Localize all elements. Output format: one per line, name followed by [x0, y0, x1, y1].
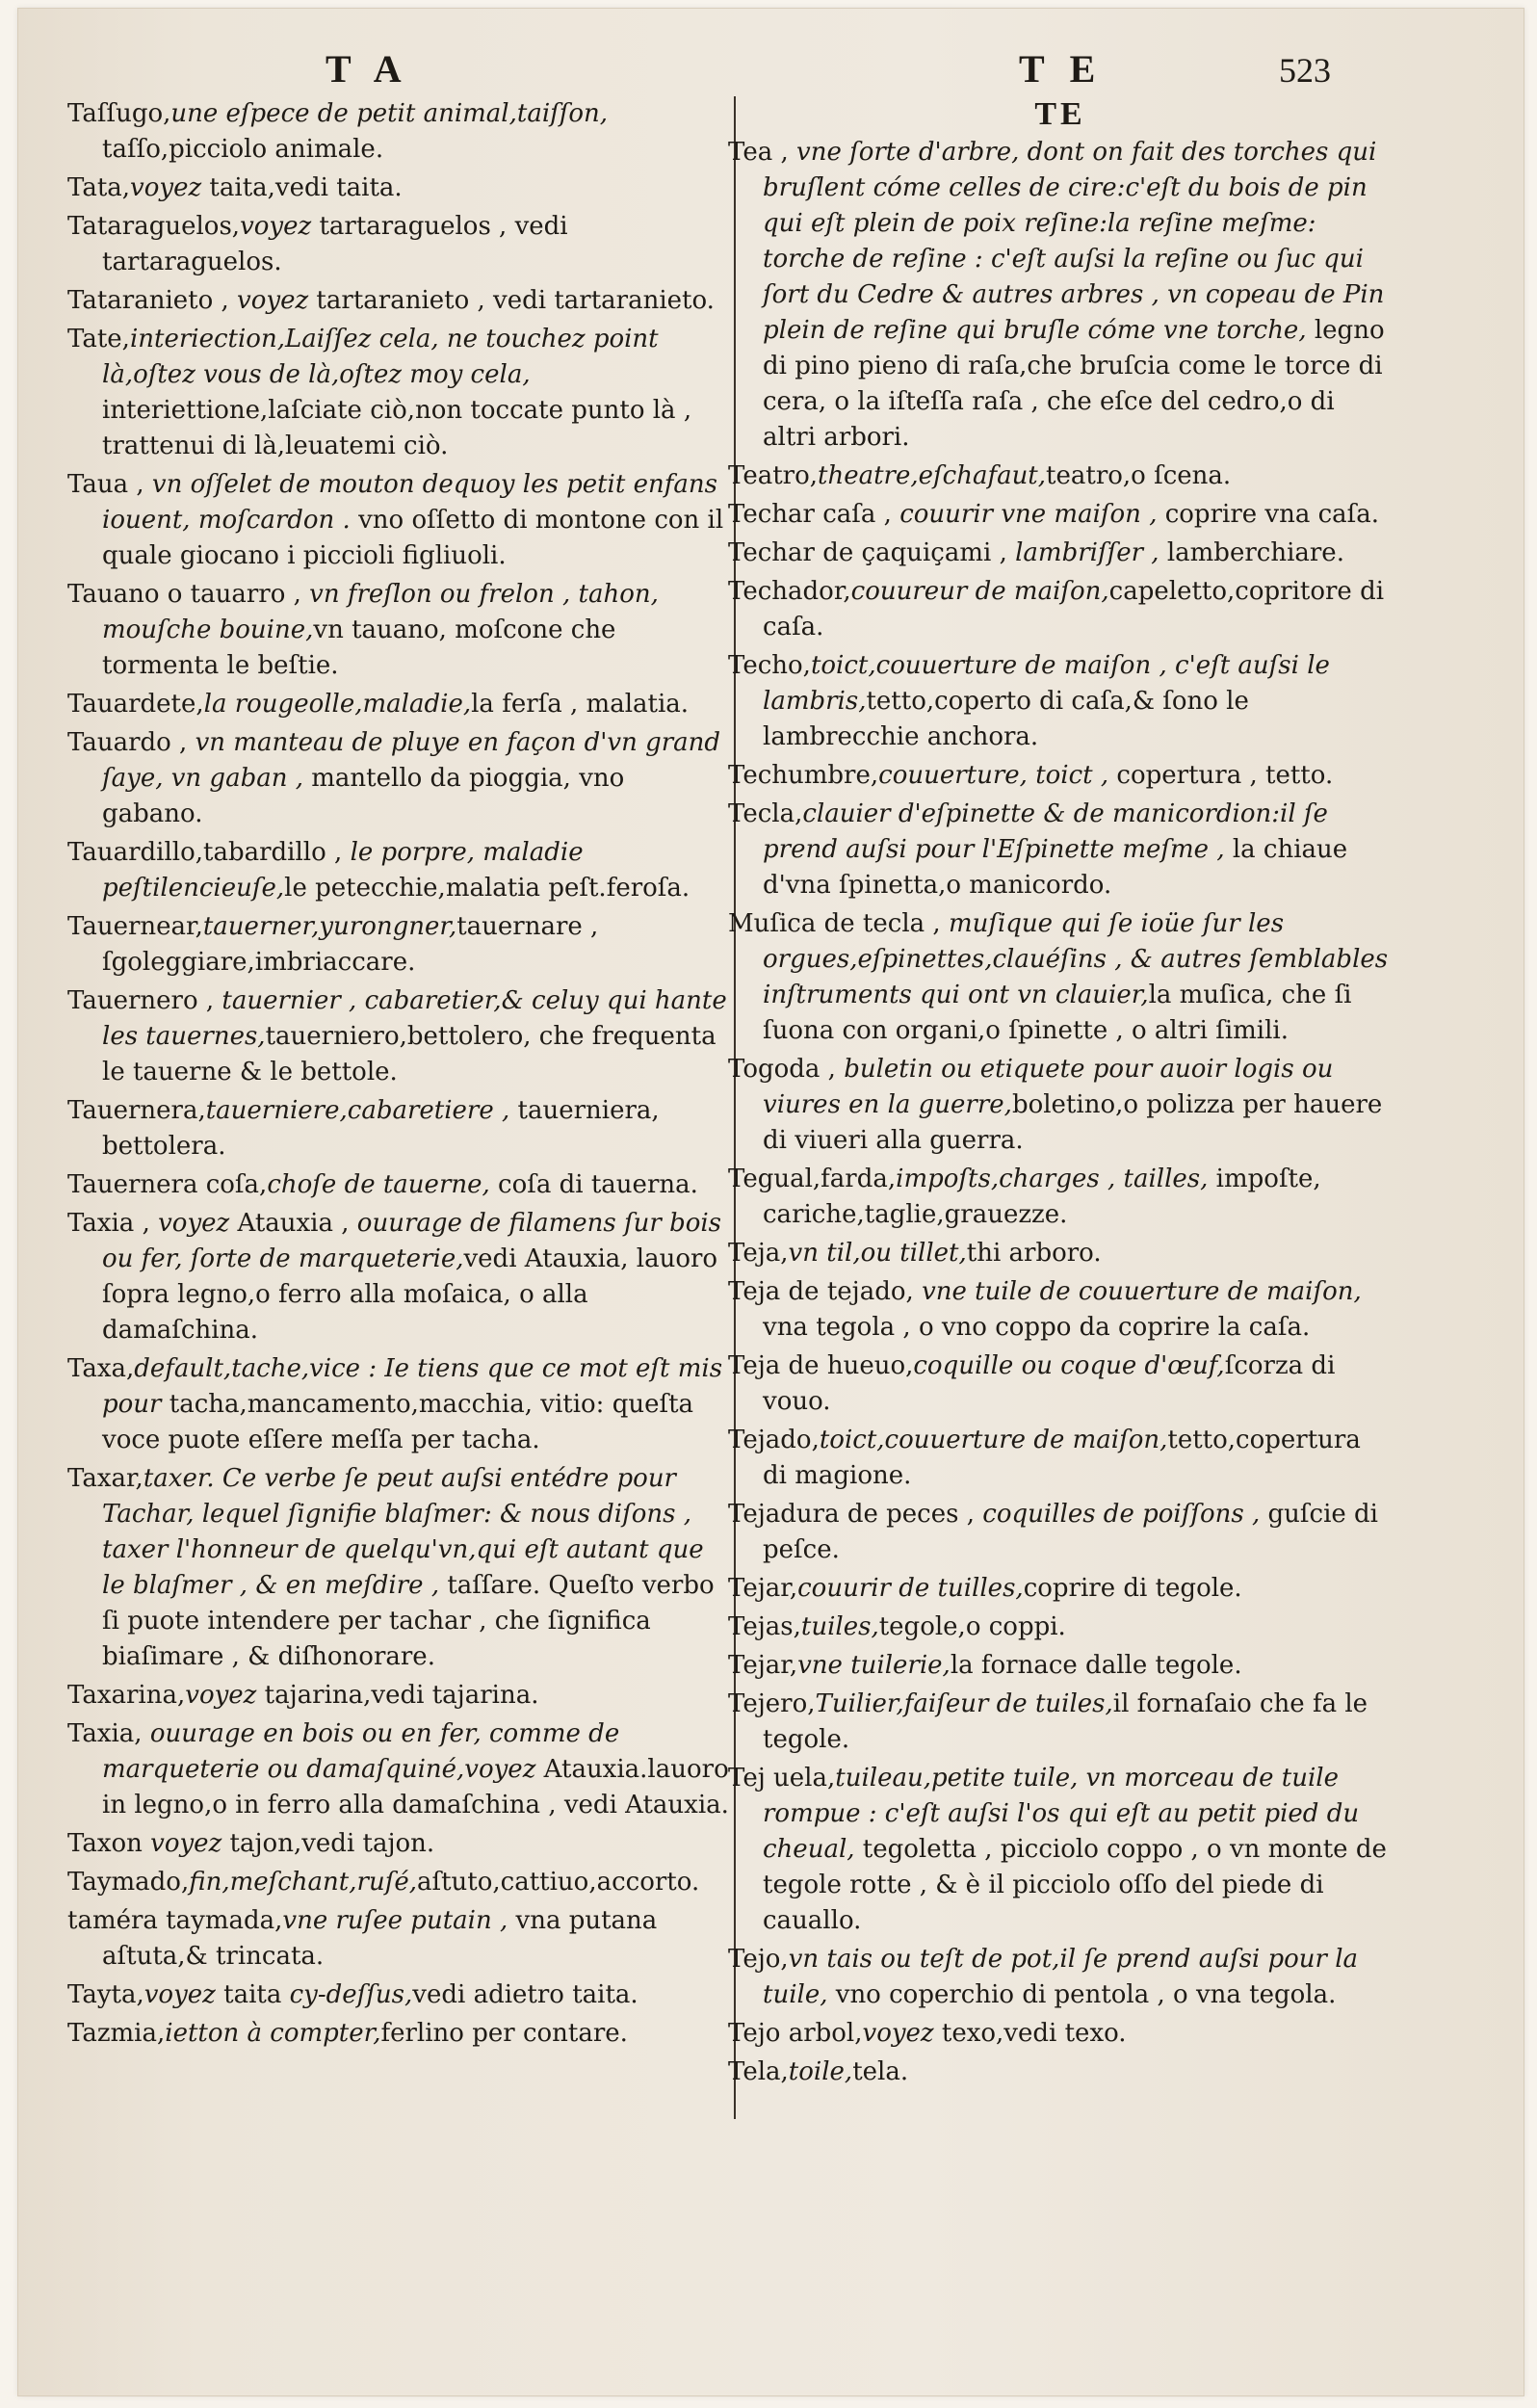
entry-headword: Tejar,	[728, 1574, 798, 1603]
italian-gloss: lamberchiare.	[1159, 538, 1344, 567]
italian-gloss: tauernare , ſgoleggiare,imbriaccare.	[102, 912, 599, 977]
french-gloss: interiection,Laiſſez cela, ne touchez point là,oſtez vous de là,oſtez moy cela,	[102, 325, 659, 389]
italian-gloss: la ferſa , malatia.	[471, 690, 690, 719]
entry-headword: Tate,	[67, 325, 130, 353]
french-gloss: toile,	[788, 2057, 853, 2086]
left-column-header: TA	[326, 47, 427, 91]
french-gloss: voyez	[185, 1681, 257, 1710]
dictionary-entry	[728, 1761, 1393, 1939]
entry-headword: Togoda ,	[728, 1055, 845, 1084]
dictionary-entry	[728, 574, 1393, 645]
entry-headword: Tejo,	[728, 1945, 789, 1974]
french-gloss: tauernier , cabaretier,& celuy qui hante les tauernes,	[102, 986, 727, 1051]
italian-gloss: il fornaſaio che fa le tegole.	[763, 1689, 1368, 1754]
italian-gloss: le petecchie,malatia peſt.feroſa.	[284, 874, 690, 903]
entry-headword: Tataraguelos,	[67, 212, 241, 241]
italian-gloss: ferlino per contare.	[380, 2019, 628, 2048]
french-gloss: vn oſſelet de mouton dequoy les petit enfans iouent, moſcardon .	[102, 470, 717, 535]
italian-gloss: tartaranieto , vedi tartaranieto.	[308, 286, 715, 315]
french-gloss: voyez	[130, 173, 202, 202]
entry-headword: Tea ,	[728, 138, 797, 167]
left-column	[67, 96, 732, 2055]
entry-headword: Tejero,	[728, 1689, 816, 1718]
french-gloss: choſe de tauerne,	[267, 1170, 490, 1199]
entry-headword: Teatro,	[728, 461, 819, 490]
entry-headword: Tauernero ,	[67, 986, 222, 1015]
italian-gloss: vedi Atauxia, lauoro ſopra legno,o ferro alla moſaica, o alla damaſchina.	[102, 1244, 718, 1345]
french-gloss: couureur de maiſon,	[850, 577, 1109, 606]
dictionary-entry	[728, 497, 1393, 533]
french-gloss: voyez	[158, 1209, 230, 1238]
french-gloss: clauier d'eſpinette & de manicordion:il ſe prend auſsi pour l'Eſpinette meſme ,	[763, 799, 1328, 864]
dictionary-entry	[728, 2055, 1393, 2090]
french-gloss: voyez	[862, 2019, 934, 2048]
french-gloss: tauerner,yurongner,	[202, 912, 457, 941]
entry-headword: Tauano o tauarro ,	[67, 580, 310, 609]
italian-gloss: la fornace dalle tegole.	[950, 1651, 1242, 1680]
entry-headword: Taxia,	[67, 1719, 150, 1748]
dictionary-entry	[67, 1678, 732, 1714]
entry-headword: Teja de hueuo,	[728, 1351, 914, 1380]
french-gloss: le porpre, maladie peſtilencieuſe,	[102, 838, 584, 903]
entry-headword: Tauernera coſa,	[67, 1170, 268, 1199]
dictionary-entry	[67, 170, 732, 206]
french-gloss: toict,couuerture de maiſon,	[819, 1426, 1168, 1454]
italian-gloss: taſſo,picciolo animale.	[102, 135, 384, 164]
dictionary-entry	[67, 909, 732, 981]
entry-headword: Tela,	[728, 2057, 789, 2086]
dictionary-entry	[67, 96, 732, 168]
entry-headword: Teja de tejado,	[728, 1277, 923, 1306]
french-gloss: vn manteau de pluye en façon d'vn grand ſaye, vn gaban ,	[102, 728, 721, 793]
entry-headword: Techar caſa ,	[728, 500, 900, 529]
italian-gloss: taſſare. Queſto verbo ſi puote intendere per tachar , che ſignifica biaſimare , & diſhonorare.	[102, 1571, 715, 1671]
dictionary-entry	[728, 1423, 1393, 1494]
dictionary-entry	[728, 906, 1393, 1049]
dictionary-entry	[728, 1348, 1393, 1420]
dictionary-entry	[67, 283, 732, 319]
dictionary-entry	[67, 687, 732, 722]
italian-gloss: la chiaue d'vna ſpinetta,o manicordo.	[763, 835, 1348, 900]
entry-headword: taméra taymada,	[67, 1906, 283, 1935]
italian-gloss: coprire di tegole.	[1023, 1574, 1242, 1603]
french-gloss: vn tais ou teſt de pot,il ſe prend auſsi pour la tuile,	[763, 1945, 1359, 2009]
french-gloss: une eſpece de petit animal,taiſſon,	[170, 99, 609, 128]
french-gloss: voyez	[150, 1829, 222, 1858]
dictionary-entry	[67, 2016, 732, 2052]
italian-gloss: guſcie di peſce.	[763, 1500, 1378, 1564]
french-gloss: ouurage en bois ou en fer, comme de marqueterie ou damaſquiné,voyez	[102, 1719, 620, 1784]
entry-headword: Taxarina,	[67, 1681, 186, 1710]
italian-gloss: copertura , tetto.	[1108, 761, 1334, 790]
french-gloss: ietton à compter,	[165, 2019, 381, 2048]
italian-gloss: ſcorza di vouo.	[763, 1351, 1336, 1416]
dictionary-entry	[728, 1571, 1393, 1607]
french-gloss: couuerture, toict ,	[878, 761, 1109, 790]
dictionary-entry	[728, 458, 1393, 494]
dictionary-entry	[67, 725, 732, 832]
dictionary-entry	[67, 1865, 732, 1900]
dictionary-entry	[728, 536, 1393, 571]
dictionary-entry	[67, 835, 732, 906]
french-gloss: la rougeolle,maladie,	[203, 690, 472, 719]
italian-gloss: legno di pino pieno di raſa,che bruſcia come le torce di cera, o la iſteſſa raſa , che eſce del cedro,o di altri arbori.	[763, 316, 1385, 452]
dictionary-entry	[728, 1236, 1393, 1271]
french-gloss: impoſts,charges , tailles,	[896, 1165, 1209, 1193]
entry-headword: Taua ,	[67, 470, 152, 499]
dictionary-entry	[728, 1052, 1393, 1159]
dictionary-entry	[67, 1351, 732, 1458]
italian-gloss: boletino,o polizza per hauere di viueri alla guerra.	[763, 1090, 1383, 1155]
italian-gloss: aſtuto,cattiuo,accorto.	[416, 1868, 700, 1897]
entry-headword: Techar de çaquiçami ,	[728, 538, 1016, 567]
italian-gloss: mantello da pioggia, vno gabano.	[102, 764, 625, 828]
italian-gloss: tartaraguelos , vedi tartaraguelos.	[102, 212, 568, 276]
italian-gloss: vna tegola , o vno coppo da coprire la caſa.	[763, 1313, 1311, 1342]
french-gloss: vn til,ou tillet,	[788, 1239, 967, 1268]
french-gloss: vne tuilerie,	[797, 1651, 951, 1680]
french-gloss: theatre,eſchafaut,	[818, 461, 1047, 490]
italian-gloss: tauerniera, bettolera.	[102, 1096, 660, 1161]
italian-gloss: la muſica, che ſi ſuona con organi,o ſpinette , o altri ſimili.	[763, 981, 1352, 1045]
italian-gloss: vedi adietro taita.	[412, 1980, 638, 2009]
french-gloss: toict,couuerture de maiſon , c'eſt auſsi le lambris,	[763, 651, 1330, 716]
italian-gloss: taita,vedi taita.	[201, 173, 403, 202]
dictionary-entry	[67, 577, 732, 684]
italian-gloss: tacha,mancamento,macchia, vitio: queſta voce puote eſſere meſſa per tacha.	[102, 1390, 694, 1454]
italian-gloss: tela.	[852, 2057, 909, 2086]
entry-headword: Tataranieto ,	[67, 286, 238, 315]
italian-gloss: texo,vedi texo.	[933, 2019, 1127, 2048]
french-gloss: muſique qui ſe ioüe ſur les orgues,eſpinettes,clauéſins , & autres ſemblables inſtruments qui ont vn clauier,	[763, 909, 1389, 1009]
right-section-heading: TE	[1034, 96, 1086, 132]
right-column-header: TE	[1019, 47, 1121, 91]
italian-gloss: vn tauano, moſcone che tormenta le beſtie.	[102, 615, 616, 680]
entry-headword: Tazmia,	[67, 2019, 166, 2048]
french-gloss: tauerniere,cabaretiere ,	[205, 1096, 510, 1125]
italian-gloss: teatro,o ſcena.	[1046, 461, 1232, 490]
french-gloss: couurir vne maiſon ,	[899, 500, 1158, 529]
dictionary-entry	[728, 1274, 1393, 1346]
italian-gloss: tetto,coperto di caſa,& ſono le lambrecchie anchora.	[763, 687, 1249, 751]
entry-headword: Tayta,	[67, 1980, 144, 2009]
dictionary-entry	[67, 467, 732, 574]
french-gloss: couurir de tuilles,	[797, 1574, 1024, 1603]
italian-gloss: vno coperchio di pentola , o vna tegola.	[827, 1980, 1337, 2009]
french-gloss: voyez	[240, 212, 312, 241]
entry-headword: Teja,	[728, 1239, 789, 1268]
entry-headword: Tej uela,	[728, 1764, 836, 1793]
dictionary-entry	[728, 1648, 1393, 1684]
dictionary-entry	[728, 648, 1393, 755]
entry-headword: Taxar,	[67, 1464, 143, 1493]
entry-headword: Techador,	[728, 577, 851, 606]
italian-gloss: Atauxia ,	[229, 1209, 357, 1238]
french-gloss: voyez	[143, 1980, 216, 2009]
italian-gloss: Atauxia.lauoro in legno,o in ferro alla damaſchina , vedi Atauxia.	[102, 1755, 729, 1819]
entry-headword: Tata,	[67, 173, 131, 202]
dictionary-entry	[728, 1610, 1393, 1645]
right-column	[728, 96, 1393, 2093]
dictionary-entry	[67, 1903, 732, 1975]
entry-headword: Muſica de tecla ,	[728, 909, 949, 938]
entry-headword: Tauardete,	[67, 690, 204, 719]
italian-gloss: capeletto,copritore di caſa.	[763, 577, 1385, 641]
french-gloss: voyez	[237, 286, 309, 315]
french-gloss: tuileau,petite tuile, vn morceau de tuile rompue : c'eſt auſsi l'os qui eſt au petit pied du cheual,	[763, 1764, 1360, 1864]
dictionary-entry	[728, 1497, 1393, 1568]
dictionary-entry	[67, 1977, 732, 2013]
italian-gloss: thi arboro.	[966, 1239, 1102, 1268]
entry-headword: Tejar,	[728, 1651, 798, 1680]
french-gloss: lambriſſer ,	[1015, 538, 1159, 567]
italian-gloss: tajarina,vedi tajarina.	[256, 1681, 539, 1710]
french-gloss: vne tuile de couuerture de maiſon,	[922, 1277, 1362, 1306]
entry-headword: Taxia ,	[67, 1209, 159, 1238]
entry-headword: Taſſugo,	[67, 99, 171, 128]
dictionary-entry	[728, 758, 1393, 794]
dictionary-entry	[67, 1093, 732, 1165]
french-gloss: ouurage de filamens ſur bois ou fer, ſorte de marqueterie,	[102, 1209, 722, 1273]
french-gloss: coquille ou coque d'œuf,	[913, 1351, 1225, 1380]
italian-gloss: tegole,o coppi.	[878, 1612, 1066, 1641]
italian-gloss: tauerniero,bettolero, che frequenta le tauerne & le bettole.	[102, 1022, 716, 1086]
french-gloss: vne ſorte d'arbre, dont on fait des torches qui bruſlent cóme celles de cire:c'eſt du bois de pin qui eſt plein de poix reſine:la reſine meſme: torche de reſine : c'eſt auſsi la reſine ou ſuc qui ſort du Cedre & autres arbres , vn copeau de Pin plein de reſine qui bruſle cóme vne torche,	[763, 138, 1385, 345]
dictionary-entry	[67, 1206, 732, 1348]
french-gloss: buletin ou etiquete pour auoir logis ou viures en la guerre,	[763, 1055, 1334, 1119]
entry-headword: Techumbre,	[728, 761, 879, 790]
french-gloss: coquilles de poiſſons ,	[982, 1500, 1261, 1529]
dictionary-entry	[728, 1687, 1393, 1758]
entry-headword: Tejadura de peces ,	[728, 1500, 983, 1529]
dictionary-entry	[728, 1162, 1393, 1233]
entry-headword: Tejado,	[728, 1426, 820, 1454]
entry-headword: Tegual,farda,	[728, 1165, 897, 1193]
french-gloss: default,tache,vice : Ie tiens que ce mot eſt mis pour	[102, 1354, 723, 1419]
italian-gloss: taita	[215, 1980, 290, 2009]
dictionary-entry	[67, 1167, 732, 1203]
entry-headword: Tauardillo,tabardillo ,	[67, 838, 351, 867]
dictionary-page	[17, 8, 1524, 2396]
dictionary-entry	[67, 1461, 732, 1675]
italian-gloss: impoſte, cariche,taglie,grauezze.	[763, 1165, 1321, 1229]
entry-headword: Taxon	[67, 1829, 151, 1858]
entry-headword: Tauernear,	[67, 912, 203, 941]
entry-headword: Tejo arbol,	[728, 2019, 863, 2048]
italian-gloss: interiettione,laſciate ciò,non toccate punto là , trattenui di là,leuatemi ciò.	[102, 396, 692, 460]
italian-gloss: vna putana aſtuta,& trincata.	[102, 1906, 658, 1971]
italian-gloss: tetto,copertura di magione.	[763, 1426, 1361, 1490]
italian-gloss: tajon,vedi tajon.	[221, 1829, 435, 1858]
entry-headword: Taxa,	[67, 1354, 135, 1383]
dictionary-entry	[67, 209, 732, 280]
italian-gloss: tegoletta , picciolo coppo , o vn monte de tegole rotte , & è il picciolo oſſo del piede di cauallo.	[763, 1835, 1387, 1935]
french-gloss: taxer. Ce verbe ſe peut auſsi entédre pour Tachar, lequel ſignifie blaſmer: & nous diſons , taxer l'honneur de quelqu'vn,qui eſt autant que le blaſmer , & en meſdire ,	[102, 1464, 704, 1600]
page-number: 523	[1279, 51, 1331, 90]
italian-gloss: coprire vna caſa.	[1157, 500, 1380, 529]
entry-headword: Tauernera,	[67, 1096, 206, 1125]
dictionary-entry	[728, 1942, 1393, 2013]
french-gloss: Tuilier,faiſeur de tuiles,	[815, 1689, 1113, 1718]
italian-gloss: vno oſſetto di montone con il quale giocano i piccioli figliuoli.	[102, 506, 724, 570]
dictionary-entry	[67, 1826, 732, 1862]
entry-headword: Taymado,	[67, 1868, 190, 1897]
dictionary-entry	[67, 1716, 732, 1823]
dictionary-entry	[728, 797, 1393, 903]
entry-headword: Tejas,	[728, 1612, 801, 1641]
entry-headword: Tecla,	[728, 799, 803, 828]
french-gloss: cy-deſſus,	[289, 1980, 413, 2009]
italian-gloss: coſa di tauerna.	[489, 1170, 698, 1199]
french-gloss: tuiles,	[800, 1612, 879, 1641]
dictionary-entry	[67, 983, 732, 1090]
entry-headword: Tauardo ,	[67, 728, 195, 757]
running-header	[17, 46, 1524, 104]
dictionary-entry	[67, 322, 732, 464]
french-gloss: fin,meſchant,ruſé,	[189, 1868, 417, 1897]
dictionary-entry	[728, 2016, 1393, 2052]
french-gloss: vne ruſee putain ,	[282, 1906, 508, 1935]
entry-headword: Techo,	[728, 651, 811, 680]
dictionary-entry	[728, 135, 1393, 456]
french-gloss: vn freſlon ou frelon , tahon, mouſche bouine,	[102, 580, 659, 644]
